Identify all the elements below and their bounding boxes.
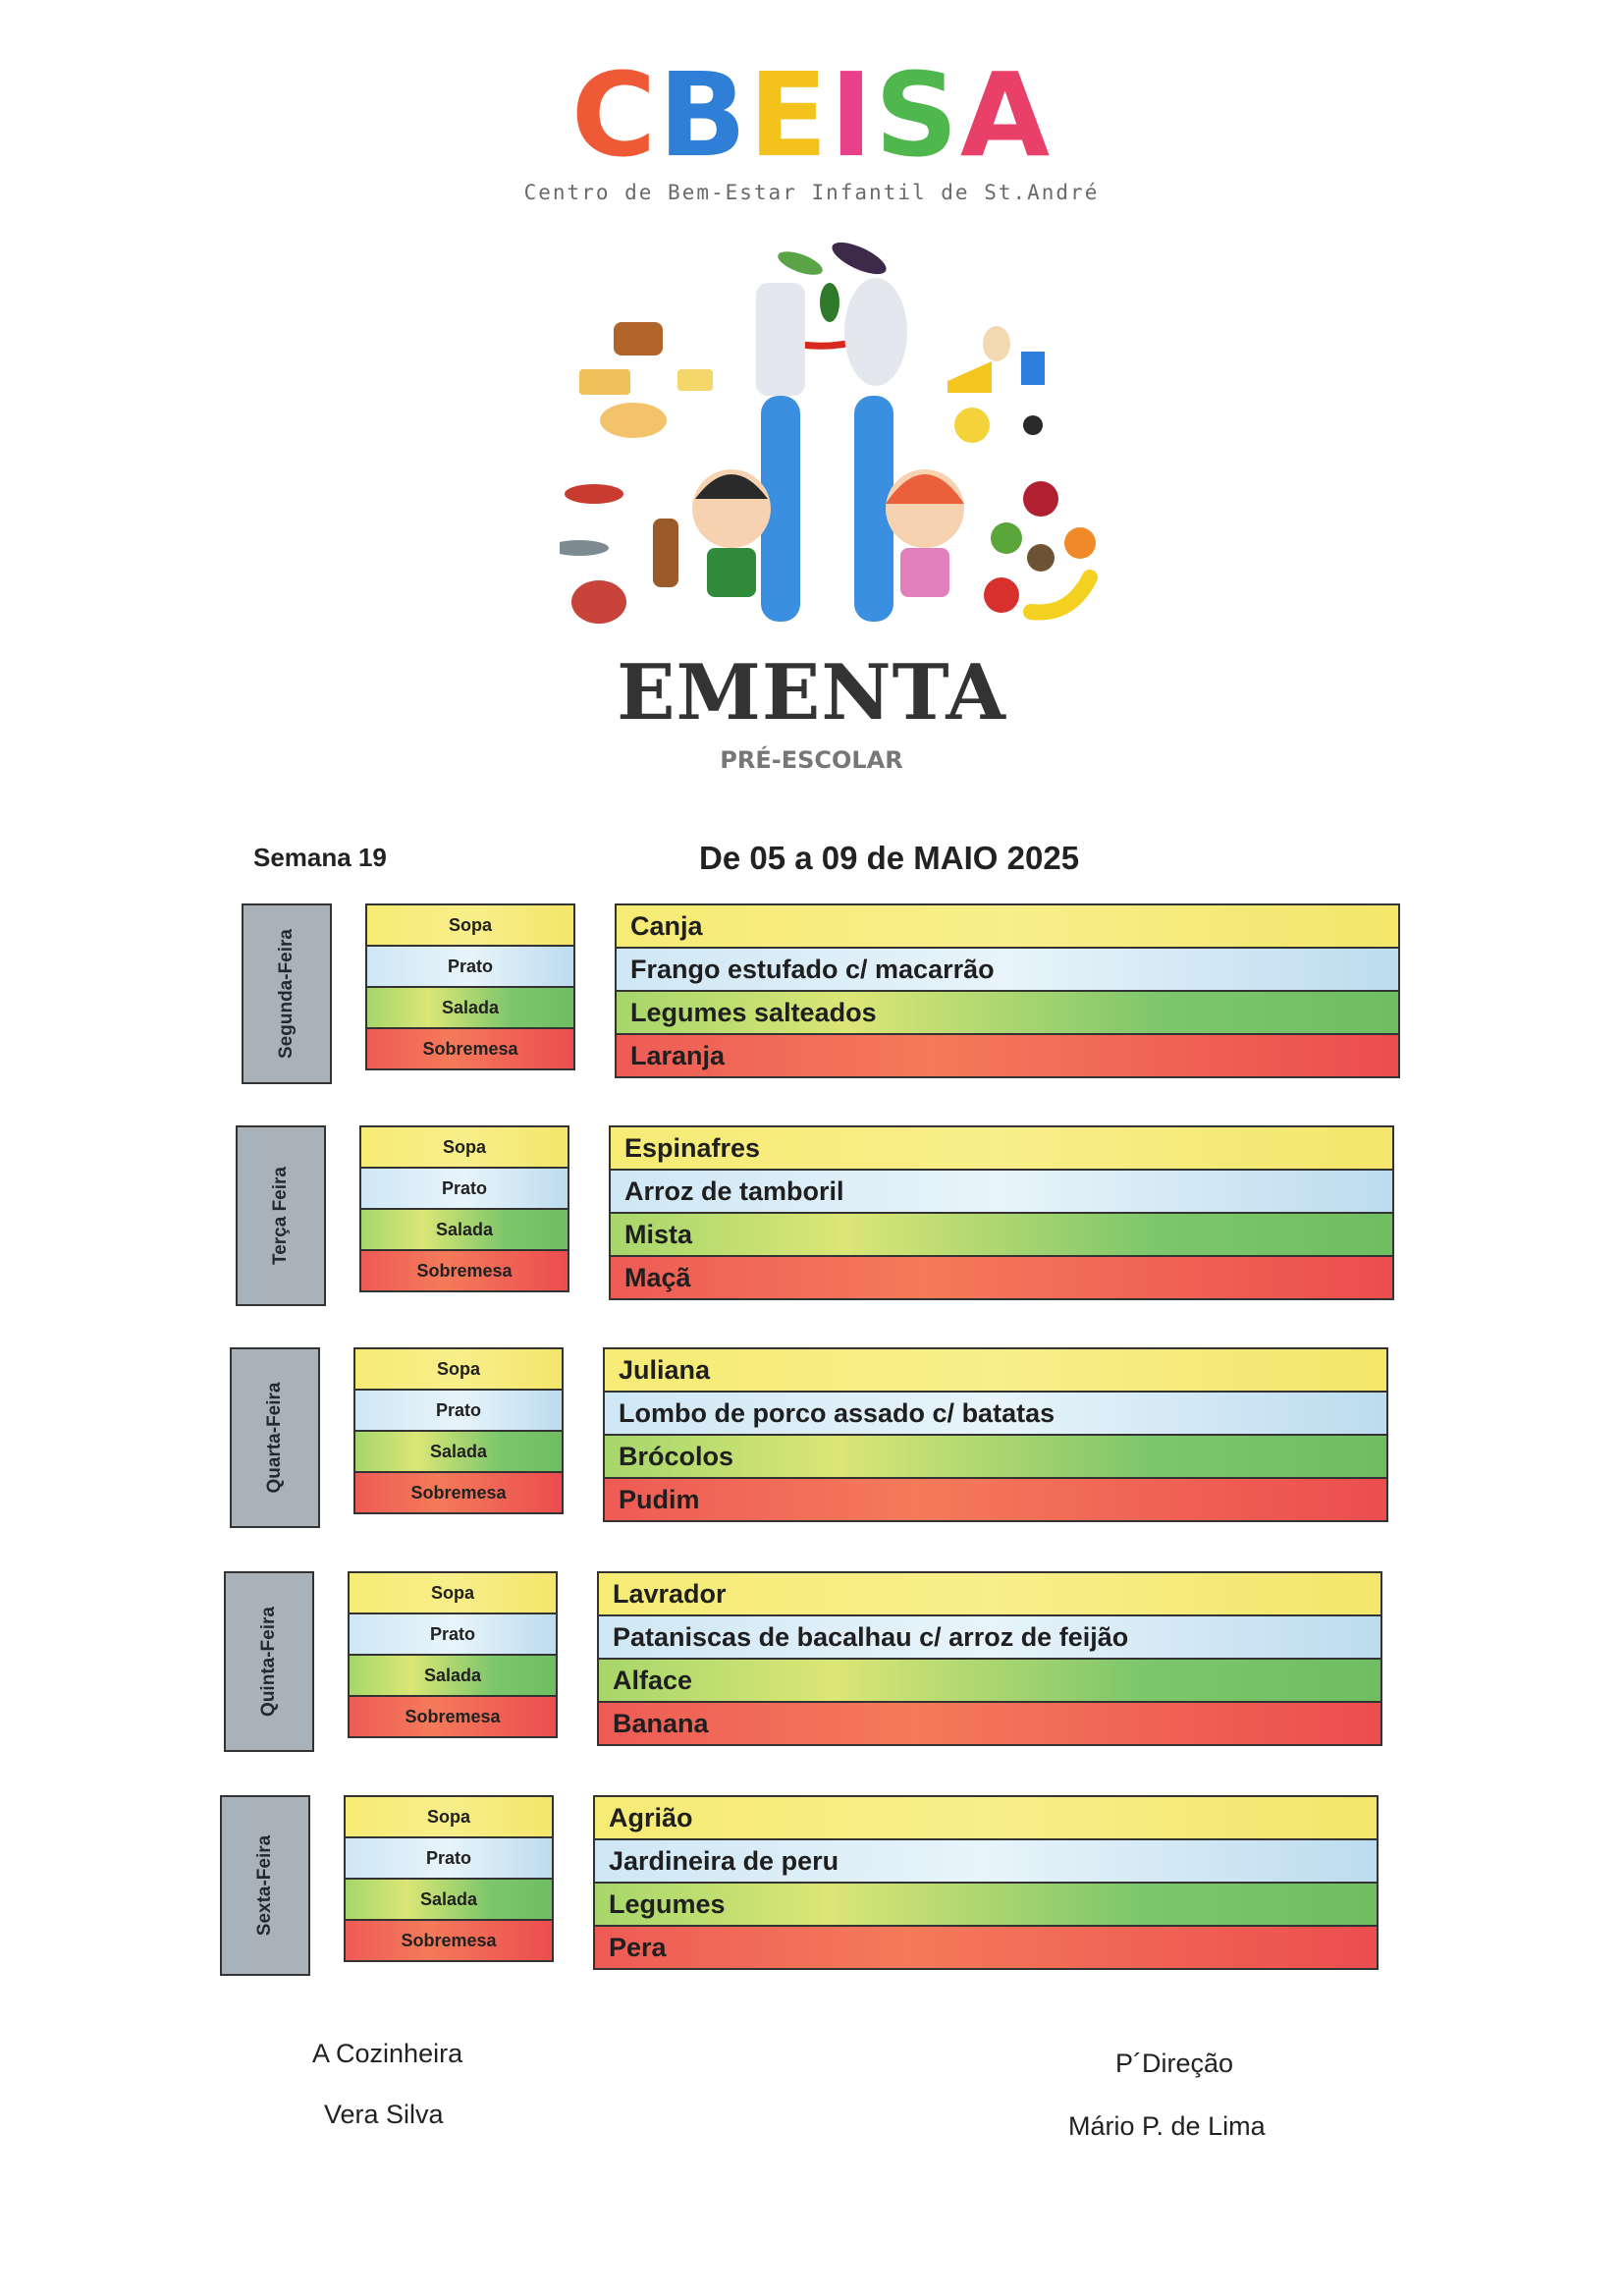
direction-title: P´Direção	[1115, 2049, 1234, 2078]
cook-title: A Cozinheira	[312, 2039, 463, 2068]
category-salada: Salada	[365, 986, 575, 1029]
category-column	[359, 1127, 569, 1292]
category-column	[344, 1797, 554, 1962]
category-sobremesa: Sobremesa	[344, 1919, 554, 1962]
dish-salada: Alface	[597, 1658, 1382, 1703]
dish-salada: Legumes	[593, 1882, 1379, 1927]
dish-column	[609, 1127, 1394, 1300]
category-sopa: Sopa	[353, 1347, 564, 1391]
dish-salada: Brócolos	[603, 1434, 1388, 1479]
logo-letter-s: S	[874, 47, 960, 183]
day-name: Segunda-Feira	[276, 929, 297, 1059]
page-subtitle: PRÉ-ESCOLAR	[720, 746, 903, 774]
dish-sobremesa: Banana	[597, 1701, 1382, 1746]
logo-letter-a: A	[959, 47, 1053, 183]
dish-column	[593, 1797, 1379, 1970]
day-label	[220, 1795, 310, 1976]
day-label	[224, 1571, 314, 1752]
logo-letter-e: E	[748, 47, 830, 183]
page-title: EMENTA	[617, 648, 1006, 738]
category-sobremesa: Sobremesa	[348, 1695, 558, 1738]
day-block-monday	[242, 903, 1400, 1096]
dish-sopa: Canja	[615, 903, 1400, 949]
category-column	[365, 905, 575, 1070]
logo	[0, 47, 1623, 183]
dish-sobremesa: Laranja	[615, 1033, 1400, 1078]
day-label	[230, 1347, 320, 1528]
food-illustration	[560, 224, 1109, 636]
week-dates: De 05 a 09 de MAIO 2025	[699, 840, 1080, 876]
day-name: Sexta-Feira	[254, 1834, 275, 1937]
cook-name: Vera Silva	[324, 2100, 444, 2129]
day-block-tuesday	[236, 1125, 1394, 1318]
dish-sopa: Espinafres	[609, 1125, 1394, 1171]
category-prato: Prato	[353, 1389, 564, 1432]
logo-subtitle: Centro de Bem-Estar Infantil de St.André	[523, 181, 1100, 204]
dish-column	[597, 1573, 1382, 1746]
dish-column	[615, 905, 1400, 1078]
logo-letter-c: C	[570, 47, 659, 183]
dish-sobremesa: Maçã	[609, 1255, 1394, 1300]
category-prato: Prato	[344, 1836, 554, 1880]
category-sopa: Sopa	[348, 1571, 558, 1614]
category-sobremesa: Sobremesa	[359, 1249, 569, 1292]
category-prato: Prato	[365, 945, 575, 988]
category-sopa: Sopa	[365, 903, 575, 947]
category-salada: Salada	[359, 1208, 569, 1251]
day-label	[236, 1125, 326, 1306]
logo-letter-i: I	[829, 47, 875, 183]
direction-name: Mário P. de Lima	[1068, 2111, 1266, 2141]
dish-salada: Legumes salteados	[615, 990, 1400, 1035]
category-salada: Salada	[353, 1430, 564, 1473]
dish-prato: Lombo de porco assado c/ batatas	[603, 1391, 1388, 1436]
dish-sopa: Juliana	[603, 1347, 1388, 1393]
dish-prato: Frango estufado c/ macarrão	[615, 947, 1400, 992]
day-name: Terça Feira	[270, 1167, 291, 1265]
dish-prato: Jardineira de peru	[593, 1838, 1379, 1884]
week-label: Semana 19	[253, 843, 387, 872]
category-sopa: Sopa	[359, 1125, 569, 1169]
dish-prato: Arroz de tamboril	[609, 1169, 1394, 1214]
day-name: Quinta-Feira	[258, 1607, 279, 1717]
category-sobremesa: Sobremesa	[353, 1471, 564, 1514]
category-salada: Salada	[344, 1878, 554, 1921]
day-label	[242, 903, 332, 1084]
category-prato: Prato	[348, 1613, 558, 1656]
dish-sopa: Agrião	[593, 1795, 1379, 1840]
dish-sobremesa: Pudim	[603, 1477, 1388, 1522]
day-block-thursday	[224, 1571, 1382, 1764]
dish-salada: Mista	[609, 1212, 1394, 1257]
dish-column	[603, 1349, 1388, 1522]
category-sopa: Sopa	[344, 1795, 554, 1838]
category-column	[353, 1349, 564, 1514]
dish-sopa: Lavrador	[597, 1571, 1382, 1616]
day-name: Quarta-Feira	[264, 1382, 285, 1494]
category-prato: Prato	[359, 1167, 569, 1210]
dish-sobremesa: Pera	[593, 1925, 1379, 1970]
category-column	[348, 1573, 558, 1738]
day-block-wednesday	[230, 1347, 1388, 1540]
day-block-friday	[220, 1795, 1379, 1988]
dish-prato: Pataniscas de bacalhau c/ arroz de feijão	[597, 1614, 1382, 1660]
logo-letter-b: B	[658, 47, 749, 183]
category-sobremesa: Sobremesa	[365, 1027, 575, 1070]
category-salada: Salada	[348, 1654, 558, 1697]
